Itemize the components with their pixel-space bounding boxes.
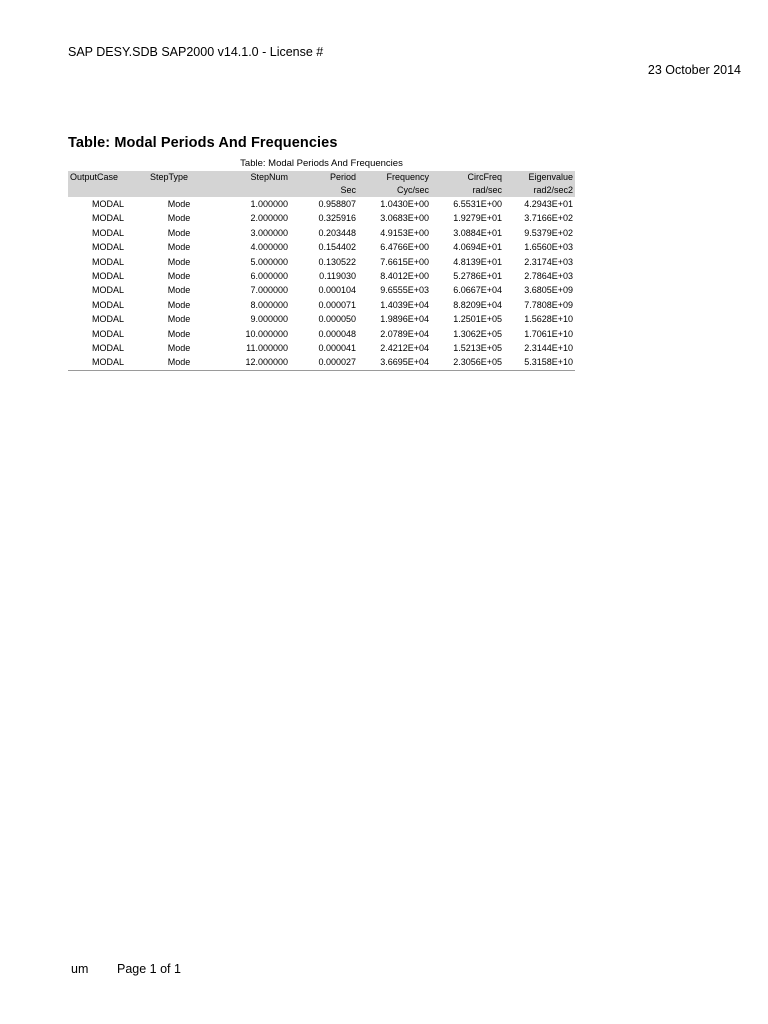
table-row xyxy=(68,298,575,312)
column-header-eigenvalue: Eigenvalue xyxy=(504,171,575,184)
cell-output-case: MODAL xyxy=(91,328,124,339)
cell-circ-freq: 3.0884E+01 xyxy=(453,227,502,238)
column-header-step-type: StepType xyxy=(148,171,210,184)
cell-step-num: 11.000000 xyxy=(246,343,288,354)
column-header-output-case: OutputCase xyxy=(68,171,148,184)
cell-step-type: Mode xyxy=(167,285,191,296)
cell-frequency: 7.6615E+00 xyxy=(380,256,429,267)
cell-period: 0.000048 xyxy=(318,328,356,339)
cell-eigenvalue: 1.6560E+03 xyxy=(524,242,573,253)
cell-step-type: Mode xyxy=(167,199,191,209)
cell-frequency: 6.4766E+00 xyxy=(380,242,429,253)
cell-frequency: 8.4012E+00 xyxy=(380,271,429,282)
cell-step-type: Mode xyxy=(167,271,191,282)
cell-circ-freq: 6.0667E+04 xyxy=(453,285,502,296)
cell-period: 0.130522 xyxy=(318,256,356,267)
cell-output-case: MODAL xyxy=(91,199,124,209)
cell-circ-freq: 1.9279E+01 xyxy=(453,213,502,224)
table-body xyxy=(68,197,575,370)
unit-circ-freq: rad/sec xyxy=(431,184,504,197)
cell-frequency: 3.6695E+04 xyxy=(358,355,431,370)
column-header-period: Period xyxy=(290,171,358,184)
cell-period: 0.154402 xyxy=(318,242,356,253)
cell-step-type: Mode xyxy=(167,242,191,253)
cell-step-num: 9.000000 xyxy=(250,314,288,325)
cell-circ-freq: 5.2786E+01 xyxy=(453,271,502,282)
cell-eigenvalue: 1.5628E+10 xyxy=(524,314,573,325)
cell-frequency: 2.0789E+04 xyxy=(380,328,429,339)
footer-units: um xyxy=(71,962,89,976)
table-row xyxy=(68,355,575,370)
cell-eigenvalue: 3.7166E+02 xyxy=(524,213,573,224)
cell-period: 0.000027 xyxy=(290,355,358,370)
cell-step-type: Mode xyxy=(167,299,191,310)
cell-period: 0.000104 xyxy=(318,285,356,296)
cell-step-num: 1.000000 xyxy=(250,199,288,209)
cell-frequency: 1.0430E+00 xyxy=(380,199,429,209)
document-header-title: SAP DESY.SDB SAP2000 v14.1.0 - License # xyxy=(68,45,324,59)
cell-circ-freq: 4.0694E+01 xyxy=(453,242,502,253)
cell-step-num: 5.000000 xyxy=(250,256,288,267)
cell-step-num: 3.000000 xyxy=(250,227,288,238)
cell-step-type: Mode xyxy=(167,314,191,325)
cell-step-type: Mode xyxy=(167,227,191,238)
cell-eigenvalue: 1.7061E+10 xyxy=(524,328,573,339)
table-row xyxy=(68,255,575,269)
table-row xyxy=(68,283,575,297)
cell-output-case: MODAL xyxy=(91,227,124,238)
unit-step-num xyxy=(210,184,290,197)
column-header-step-num: StepNum xyxy=(210,171,290,184)
cell-circ-freq: 4.8139E+01 xyxy=(453,256,502,267)
cell-frequency: 9.6555E+03 xyxy=(380,285,429,296)
cell-eigenvalue: 7.7808E+09 xyxy=(524,299,573,310)
unit-period: Sec xyxy=(290,184,358,197)
cell-frequency: 2.4212E+04 xyxy=(380,343,429,354)
column-header-circ-freq: CircFreq xyxy=(431,171,504,184)
modal-periods-table xyxy=(68,171,575,371)
table-row xyxy=(68,269,575,283)
cell-period: 0.000041 xyxy=(318,343,356,354)
cell-eigenvalue: 2.3174E+03 xyxy=(524,256,573,267)
table-row xyxy=(68,327,575,341)
unit-step-type xyxy=(148,184,210,197)
table-row xyxy=(68,197,575,211)
cell-circ-freq: 1.3062E+05 xyxy=(453,328,502,339)
table-row xyxy=(68,226,575,240)
unit-eigenvalue: rad2/sec2 xyxy=(504,184,575,197)
footer-page-number: Page 1 of 1 xyxy=(117,962,181,976)
cell-output-case: MODAL xyxy=(91,299,124,310)
cell-step-type: Mode xyxy=(148,355,210,370)
cell-eigenvalue: 2.3144E+10 xyxy=(524,343,573,354)
cell-step-type: Mode xyxy=(167,213,191,224)
cell-eigenvalue: 3.6805E+09 xyxy=(524,285,573,296)
cell-frequency: 3.0683E+00 xyxy=(380,213,429,224)
cell-output-case: MODAL xyxy=(91,285,124,296)
table-header-row xyxy=(68,171,575,184)
cell-circ-freq: 1.2501E+05 xyxy=(453,314,502,325)
cell-eigenvalue: 5.3158E+10 xyxy=(504,355,575,370)
cell-frequency: 1.9896E+04 xyxy=(380,314,429,325)
cell-circ-freq: 1.5213E+05 xyxy=(453,343,502,354)
cell-step-type: Mode xyxy=(167,328,191,339)
table-row xyxy=(68,341,575,355)
cell-period: 0.958807 xyxy=(318,199,356,209)
cell-step-type: Mode xyxy=(167,343,191,354)
cell-output-case: MODAL xyxy=(91,343,124,354)
unit-output-case xyxy=(68,184,148,197)
cell-frequency: 1.4039E+04 xyxy=(380,299,429,310)
cell-frequency: 4.9153E+00 xyxy=(380,227,429,238)
cell-step-num: 10.000000 xyxy=(245,328,288,339)
cell-period: 0.119030 xyxy=(319,271,356,282)
cell-output-case: MODAL xyxy=(68,355,148,370)
table-row xyxy=(68,312,575,326)
modal-table-container xyxy=(68,157,575,371)
cell-output-case: MODAL xyxy=(91,213,124,224)
cell-period: 0.000071 xyxy=(318,299,356,310)
unit-frequency: Cyc/sec xyxy=(358,184,431,197)
cell-eigenvalue: 9.5379E+02 xyxy=(524,227,573,238)
cell-period: 0.203448 xyxy=(318,227,356,238)
cell-output-case: MODAL xyxy=(91,256,124,267)
table-row xyxy=(68,240,575,254)
cell-step-num: 7.000000 xyxy=(250,285,288,296)
document-date: 23 October 2014 xyxy=(647,63,741,77)
cell-circ-freq: 8.8209E+04 xyxy=(453,299,502,310)
cell-eigenvalue: 2.7864E+03 xyxy=(524,271,573,282)
cell-eigenvalue: 4.2943E+01 xyxy=(524,199,573,209)
cell-period: 0.000050 xyxy=(318,314,356,325)
cell-circ-freq: 2.3056E+05 xyxy=(431,355,504,370)
table-caption: Table: Modal Periods And Frequencies xyxy=(240,158,403,169)
cell-step-num: 8.000000 xyxy=(250,299,288,310)
table-units-row xyxy=(68,184,575,197)
cell-step-num: 12.000000 xyxy=(210,355,290,370)
cell-step-num: 6.000000 xyxy=(250,271,288,282)
cell-period: 0.325916 xyxy=(318,213,356,224)
table-heading: Table: Modal Periods And Frequencies xyxy=(68,135,338,151)
cell-step-type: Mode xyxy=(167,256,191,267)
cell-step-num: 4.000000 xyxy=(250,242,288,253)
table-row xyxy=(68,211,575,225)
column-header-frequency: Frequency xyxy=(358,171,431,184)
cell-output-case: MODAL xyxy=(91,314,124,325)
cell-circ-freq: 6.5531E+00 xyxy=(453,199,502,209)
cell-output-case: MODAL xyxy=(91,242,124,253)
cell-output-case: MODAL xyxy=(91,271,124,282)
cell-step-num: 2.000000 xyxy=(250,213,288,224)
